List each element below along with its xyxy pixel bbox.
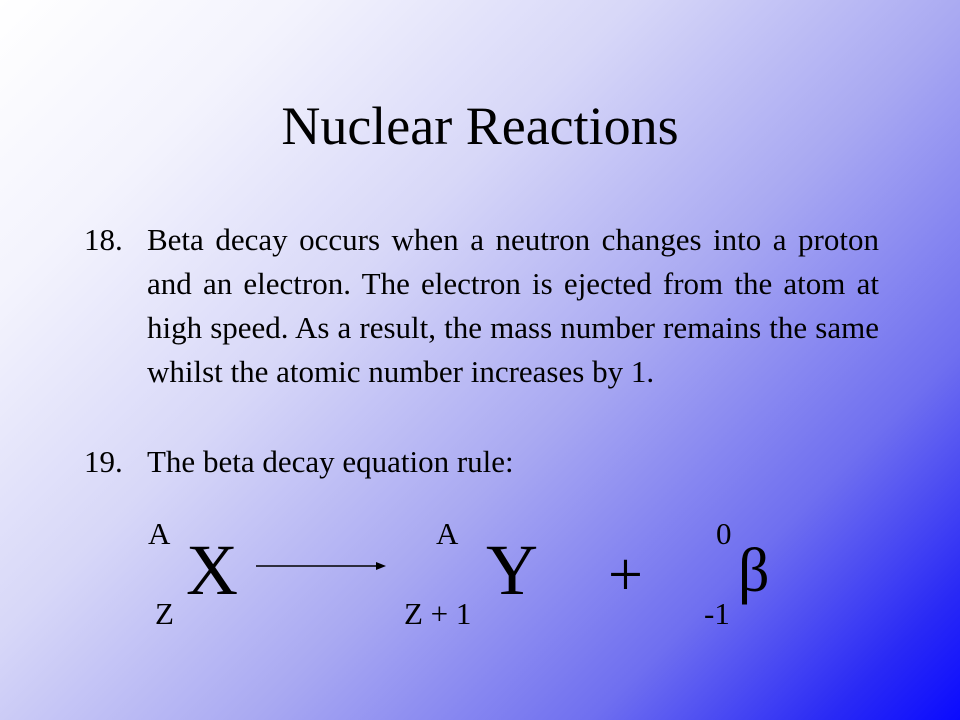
list-item-18 [84, 218, 879, 394]
item-text: The beta decay equation rule: [147, 444, 514, 479]
slide-title: Nuclear Reactions [281, 96, 679, 156]
reactant-atomic-number: Z [155, 596, 174, 631]
product-mass-number: A [436, 516, 459, 551]
item-number: 19. [84, 444, 123, 479]
product-symbol: Y [486, 530, 538, 610]
beta-symbol: β [738, 537, 770, 605]
reactant-mass-number: A [148, 516, 171, 551]
item-number: 18. [84, 222, 123, 257]
reactant-symbol: X [186, 530, 238, 610]
reaction-arrow [256, 558, 388, 574]
item-text: Beta decay occurs when a neutron changes into a proton and an electron. The electron is ejected from the atom at high speed. As a result, the mass number remains the same whilst the atomic number increases by 1. [147, 222, 879, 389]
list-item-19 [84, 440, 879, 484]
beta-mass-number: 0 [716, 516, 732, 551]
beta-atomic-number: -1 [704, 596, 730, 631]
plus-sign: + [608, 541, 643, 609]
product-atomic-number: Z + 1 [404, 596, 472, 631]
